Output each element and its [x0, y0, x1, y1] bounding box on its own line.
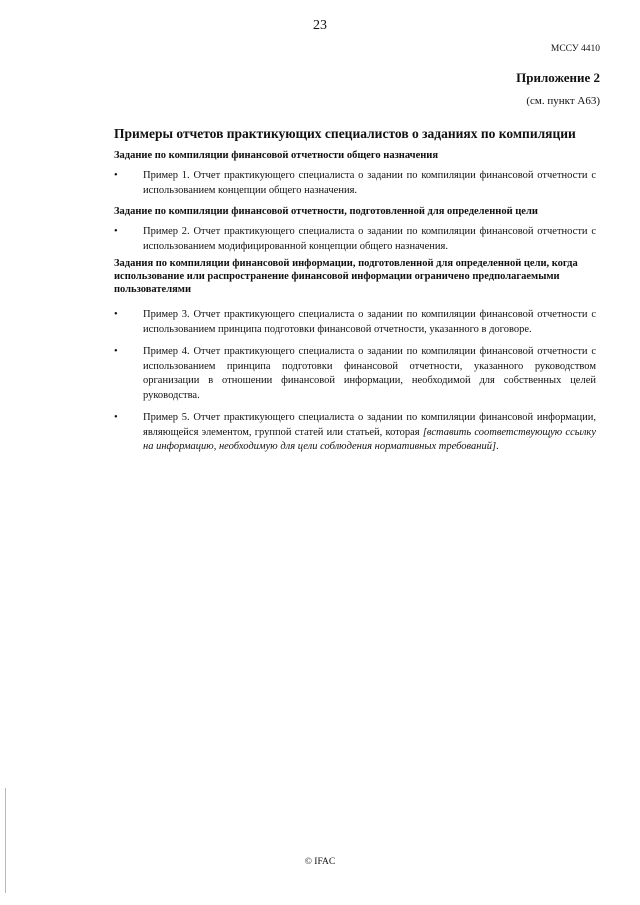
copyright-footer: © IFAC	[304, 857, 336, 867]
bullet-icon: •	[114, 309, 118, 320]
section-heading: Задание по компиляции финансовой отчетности общего назначения	[114, 150, 439, 161]
bullet-icon: •	[114, 170, 118, 181]
section-heading: Задание по компиляции финансовой отчетности, подготовленной для определенной цели	[114, 206, 538, 217]
example-item	[114, 169, 596, 198]
example-text: Пример 1. Отчет практикующего специалиста о задании по компиляции финансовой отчетности с использованием концепции общего назначения.	[143, 170, 596, 196]
example-text: Пример 3. Отчет практикующего специалиста о задании по компиляции финансовой отчетности с использованием принципа подготовки финансовой отчетности, указанного в договоре.	[143, 309, 596, 335]
page-number: 23	[313, 18, 327, 33]
bullet-icon: •	[114, 412, 118, 423]
section-restricted-use	[114, 257, 596, 455]
bullet-icon: •	[114, 226, 118, 237]
example-text-italic: [вставить соответствующую ссылку на информацию, необходимую для цели соблюдения нормативных требований]	[143, 426, 596, 452]
example-item	[114, 225, 596, 254]
document-title: Примеры отчетов практикующих специалистов о заданиях по компиляции	[114, 126, 576, 141]
appendix-reference: (см. пункт А63)	[526, 95, 600, 107]
bullet-icon: •	[114, 346, 118, 357]
section-special-purpose	[114, 205, 596, 254]
example-text: Пример 4. Отчет практикующего специалиста о задании по компиляции финансовой отчетности с использованием принципа подготовки финансовой отчетности, указанного руководством организации в отношении финансовой информации, необходимой для собственных целей руководства.	[143, 346, 596, 401]
section-general-purpose	[114, 149, 596, 198]
scan-margin-line	[5, 788, 6, 893]
appendix-title: Приложение 2	[516, 70, 600, 85]
section-heading: Задания по компиляции финансовой информации, подготовленной для определенной цели, когда использование или распространение финансовой информации ограничено предполагаемыми пользователями	[114, 258, 578, 295]
example-item	[114, 308, 596, 337]
example-item	[114, 345, 596, 403]
example-text: Пример 5. Отчет практикующего специалиста о задании по компиляции финансовой информации, являющейся элементом, группой статей или статьей, которая	[143, 412, 596, 438]
example-text-tail: .	[496, 441, 499, 452]
example-item	[114, 411, 596, 455]
standard-code: МССУ 4410	[550, 44, 600, 54]
example-text: Пример 2. Отчет практикующего специалиста о задании по компиляции финансовой отчетности с использованием модифицированной концепции общего назначения.	[143, 226, 596, 252]
